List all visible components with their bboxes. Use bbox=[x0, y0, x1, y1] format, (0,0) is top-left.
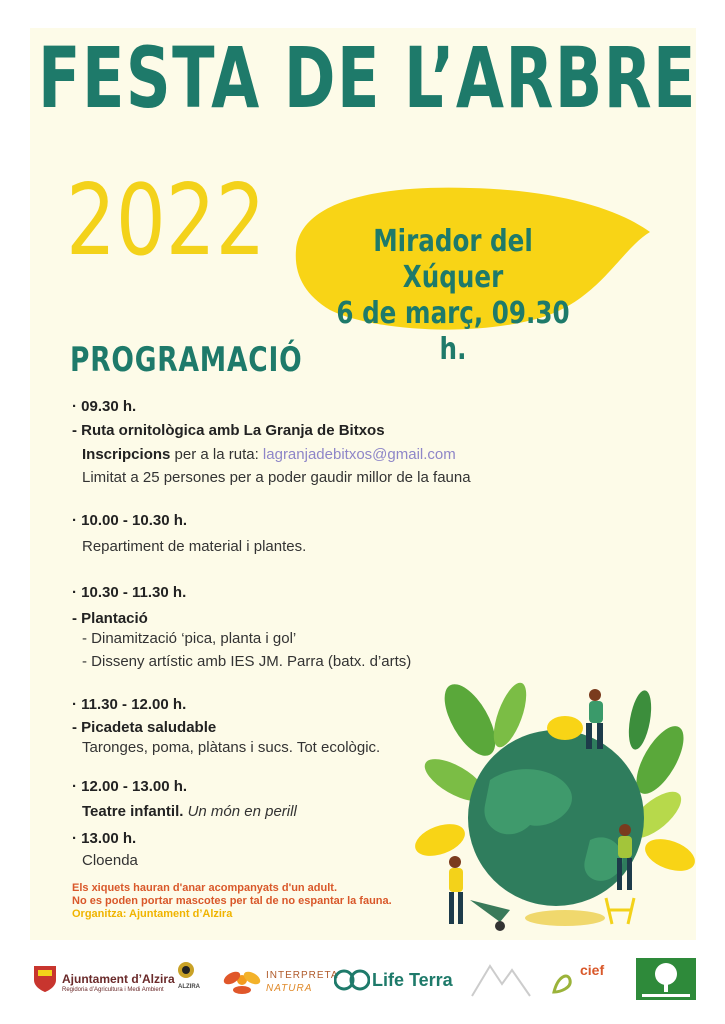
note-adults: Els xiquets hauran d'anar acompanyats d'un adult. bbox=[72, 882, 338, 894]
leaf-icon bbox=[411, 818, 469, 862]
mountain-icon bbox=[470, 956, 532, 1000]
shield-icon bbox=[32, 964, 58, 994]
time-1300: · 13.00 h. bbox=[72, 830, 137, 847]
time-0930: · 09.30 h. bbox=[72, 398, 137, 415]
teatre-title: Un món en perill bbox=[187, 803, 297, 820]
poster-title: FESTA DE L’ARBRE bbox=[38, 29, 698, 127]
teatre-label: Teatre infantil. bbox=[82, 803, 184, 820]
time-1000: · 10.00 - 10.30 h. bbox=[72, 512, 188, 529]
picadeta-text: Taronges, poma, plàtans i sucs. Tot ecològic. bbox=[82, 739, 381, 756]
interpreta-logo-text: INTERPRETA bbox=[266, 970, 339, 981]
inscripcions-text: per a la ruta: bbox=[174, 446, 259, 463]
program-title: PROGRAMACIÓ bbox=[70, 340, 303, 380]
email-link[interactable]: lagranjadebitxos@gmail.com bbox=[262, 446, 456, 463]
activity-plantacio: - Plantació bbox=[72, 610, 148, 627]
plantacio-sub1: - Dinamització ‘pica, planta i gol’ bbox=[82, 630, 297, 647]
sponsors-bar bbox=[0, 950, 725, 1020]
flower-icon bbox=[547, 716, 583, 740]
note-organizer: Organitza: Ajuntament d’Alzira bbox=[72, 908, 233, 920]
inscripcions-label: Inscripcions bbox=[82, 446, 171, 463]
flower-icon bbox=[220, 964, 264, 996]
time-1030: · 10.30 - 11.30 h. bbox=[72, 584, 187, 601]
plantacio-sub2: - Disseny artístic amb IES JM. Parra (batx. d’arts) bbox=[82, 653, 412, 670]
tree-icon bbox=[636, 958, 696, 1000]
alzira-logo-text: Ajuntament d’Alzira bbox=[62, 972, 175, 986]
note-pets: No es poden portar mascotes per tal de no espantar la fauna. bbox=[72, 895, 392, 907]
time-1200: · 12.00 - 13.00 h. bbox=[72, 778, 188, 795]
activity-repartiment: Repartiment de material i plantes. bbox=[82, 538, 307, 555]
activity-cloenda: Cloenda bbox=[82, 852, 138, 869]
map-pin-icon bbox=[334, 968, 370, 992]
alzira-logo-sub: Regidoria d’Agricultura i Medi Ambient bbox=[62, 987, 164, 993]
ribbon-icon bbox=[548, 966, 578, 996]
event-date: 6 de març, 09.30 h. bbox=[336, 296, 570, 367]
lifeterra-logo-text: Life Terra bbox=[372, 970, 453, 990]
time-1130: · 11.30 - 12.00 h. bbox=[72, 696, 187, 713]
limit-text: Limitat a 25 persones per a poder gaudir millor de la fauna bbox=[82, 469, 471, 486]
activity-picadeta: - Picadeta saludable bbox=[72, 719, 217, 736]
cief-logo-text: cief bbox=[580, 962, 605, 978]
natura-logo-text: NATURA bbox=[266, 983, 313, 994]
place-name: Mirador del Xúquer bbox=[373, 224, 533, 295]
medal-icon bbox=[176, 954, 196, 980]
leaf-icon bbox=[641, 833, 699, 877]
activity-ruta: - Ruta ornitològica amb La Granja de Bitxos bbox=[72, 422, 385, 439]
poster-year: 2022 bbox=[66, 164, 266, 278]
capital-logo-text: ALZIRA bbox=[178, 984, 200, 990]
